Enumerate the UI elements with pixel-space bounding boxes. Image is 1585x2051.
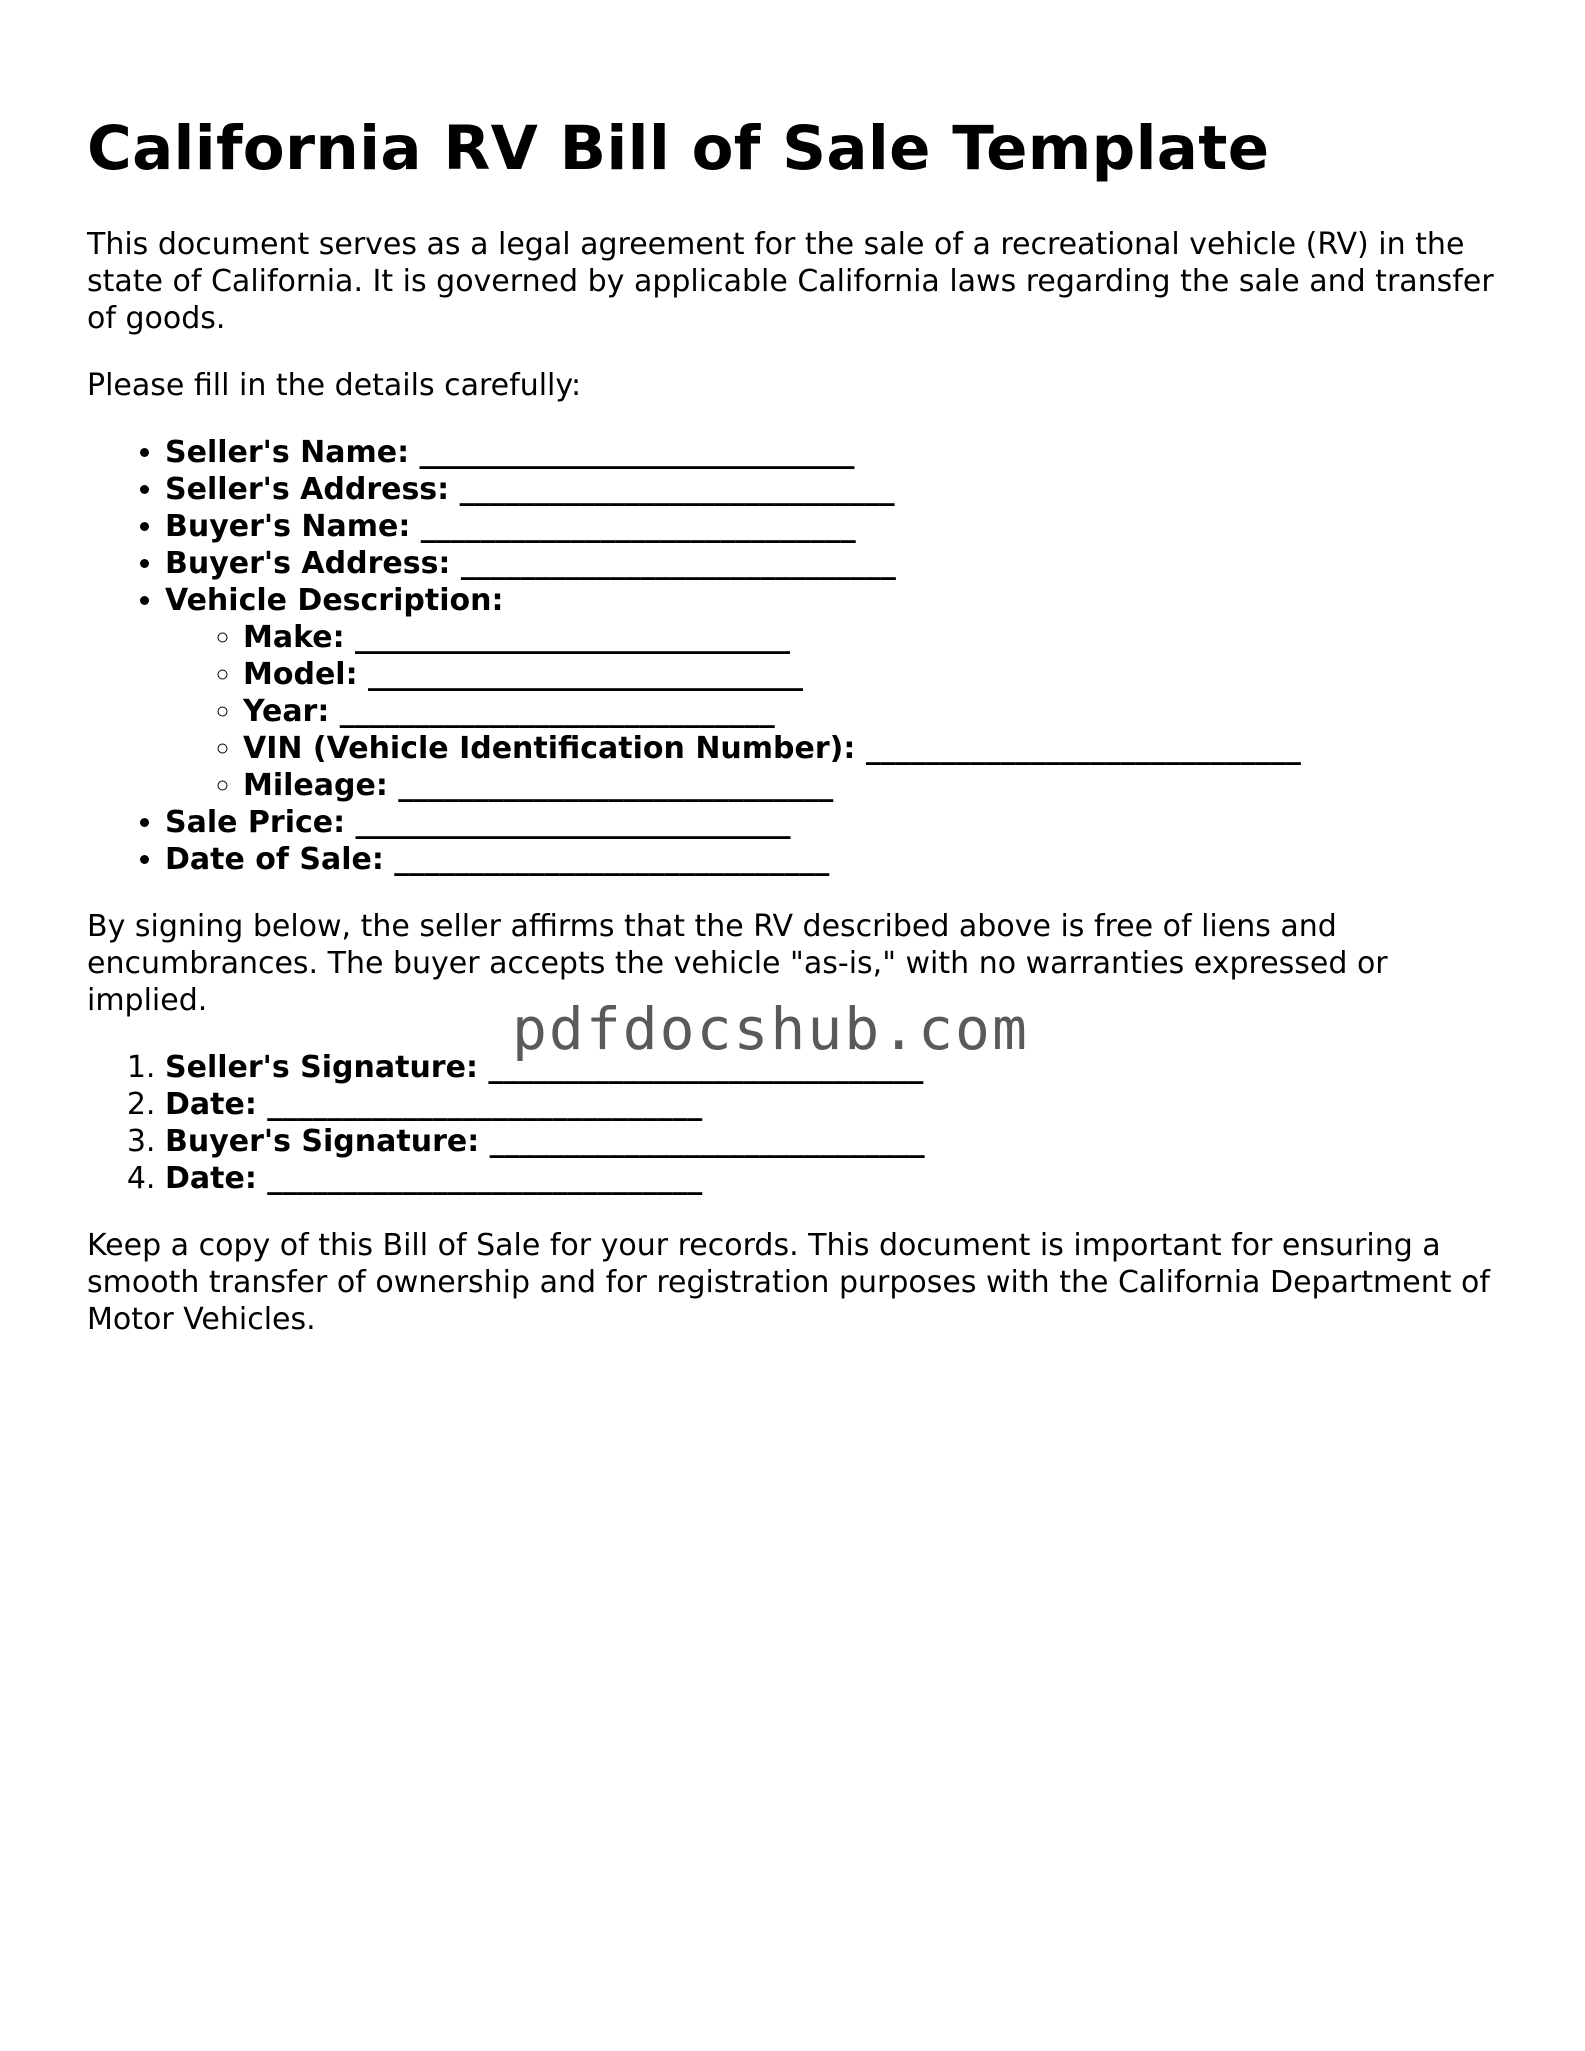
list-item <box>165 508 1507 545</box>
instructions-text: Please fill in the details carefully: <box>87 368 582 403</box>
list-item <box>165 1123 1507 1160</box>
list-item <box>165 1086 1507 1123</box>
field-model: Model: _____________________________ <box>243 657 804 692</box>
field-date-of-sale: Date of Sale: _____________________________ <box>165 842 830 877</box>
field-vehicle-description: Vehicle Description: <box>165 583 504 618</box>
page-title: California RV Bill of Sale Template <box>87 113 1270 184</box>
document-page <box>87 0 1507 1338</box>
affirmation-paragraph: By signing below, the seller affirms that the RV described above is free of liens and encumbrances. The buyer accepts the vehicle "as-is," with no warranties expressed or implied. <box>87 909 1388 1018</box>
field-seller-signature: Seller's Signature: _____________________________ <box>165 1050 924 1085</box>
watermark-text: pdfdocshub.com <box>512 995 1029 1063</box>
field-seller-date: Date: _____________________________ <box>165 1087 703 1122</box>
field-buyers-address: Buyer's Address: _____________________________ <box>165 546 896 581</box>
details-list <box>87 434 1507 878</box>
list-item <box>165 434 1507 471</box>
field-buyer-signature: Buyer's Signature: _____________________________ <box>165 1124 925 1159</box>
intro-paragraph: This document serves as a legal agreement for the sale of a recreational vehicle (RV) in the state of California. It is governed by applicable California laws regarding the sale and transfer of goods. <box>87 227 1494 336</box>
list-item <box>165 582 1507 804</box>
list-item <box>243 656 1507 693</box>
list-item <box>243 730 1507 767</box>
signature-list <box>87 1049 1507 1197</box>
field-sellers-name: Seller's Name: _____________________________ <box>165 435 855 470</box>
list-item <box>243 693 1507 730</box>
list-item <box>243 767 1507 804</box>
list-item <box>165 471 1507 508</box>
closing-paragraph: Keep a copy of this Bill of Sale for your records. This document is important for ensuring a smooth transfer of ownership and for registration purposes with the California Department of Motor Vehicles. <box>87 1228 1490 1337</box>
list-item <box>165 804 1507 841</box>
field-sellers-address: Seller's Address: _____________________________ <box>165 472 895 507</box>
field-mileage: Mileage: _____________________________ <box>243 768 834 803</box>
field-make: Make: _____________________________ <box>243 620 791 655</box>
list-item <box>165 841 1507 878</box>
field-buyers-name: Buyer's Name: _____________________________ <box>165 509 856 544</box>
field-sale-price: Sale Price: _____________________________ <box>165 805 791 840</box>
vehicle-description-sublist <box>165 619 1507 804</box>
list-item <box>243 619 1507 656</box>
list-item <box>165 1160 1507 1197</box>
list-item <box>165 545 1507 582</box>
field-vin: VIN (Vehicle Identification Number): _____________________________ <box>243 731 1301 766</box>
field-buyer-date: Date: _____________________________ <box>165 1161 703 1196</box>
field-year: Year: _____________________________ <box>243 694 775 729</box>
